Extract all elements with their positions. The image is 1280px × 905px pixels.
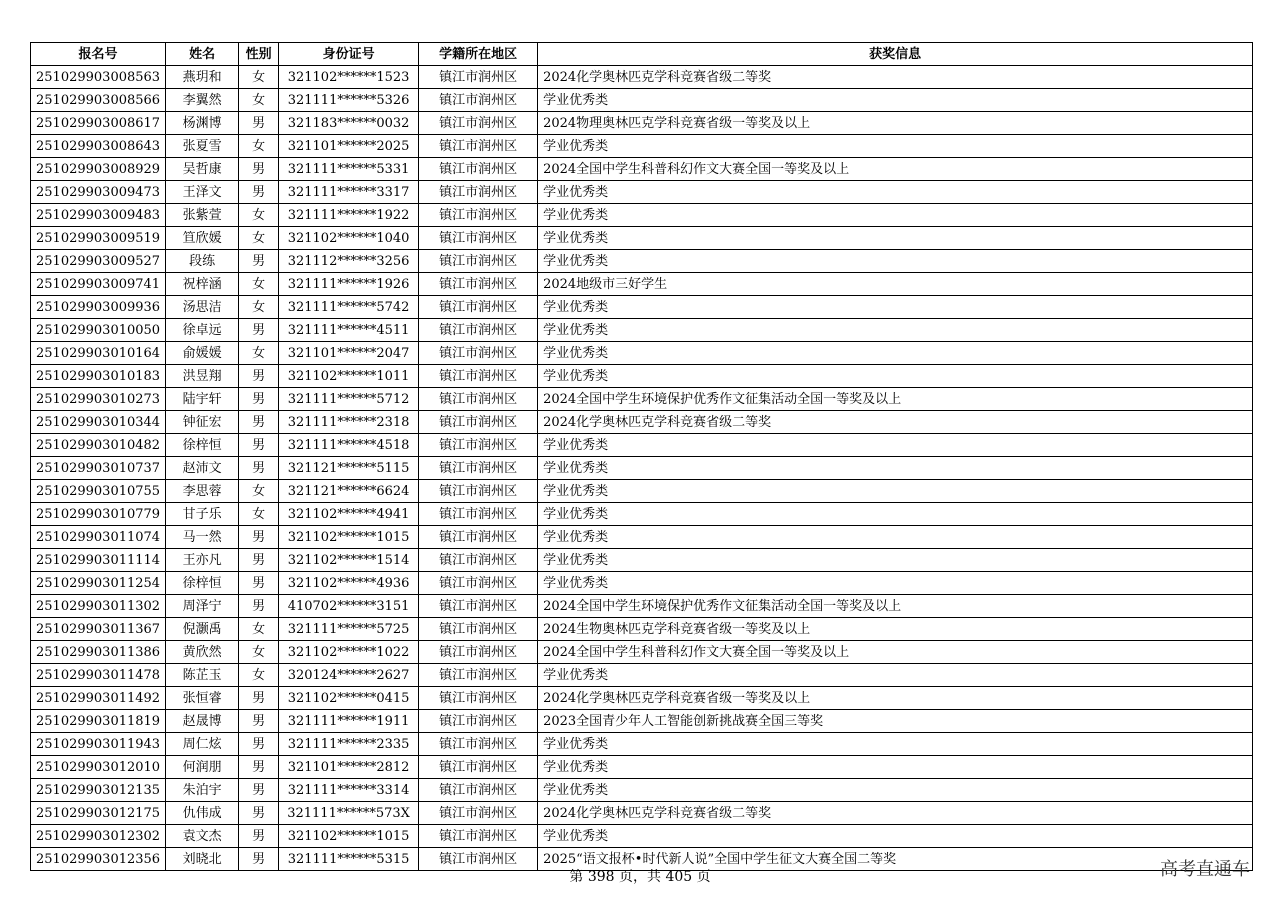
id-card-cell: 321121******6624 <box>279 480 419 503</box>
name-cell: 汤思洁 <box>166 296 239 319</box>
id-card-cell: 321111******5326 <box>279 89 419 112</box>
award-info-cell: 学业优秀类 <box>538 434 1253 457</box>
registration-number-cell: 251029903011492 <box>31 687 166 710</box>
registration-number-cell: 251029903011386 <box>31 641 166 664</box>
region-cell: 镇江市润州区 <box>419 112 538 135</box>
table-row <box>31 66 1253 89</box>
award-info-cell: 学业优秀类 <box>538 779 1253 802</box>
name-cell: 刘晓北 <box>166 848 239 871</box>
name-cell: 杨渊博 <box>166 112 239 135</box>
award-info-cell: 2024化学奥林匹克学科竞赛省级一等奖及以上 <box>538 687 1253 710</box>
name-cell: 甘子乐 <box>166 503 239 526</box>
name-cell: 笪欣媛 <box>166 227 239 250</box>
name-cell: 俞媛媛 <box>166 342 239 365</box>
name-cell: 张恒睿 <box>166 687 239 710</box>
name-cell: 周仁炫 <box>166 733 239 756</box>
registration-number-cell: 251029903008643 <box>31 135 166 158</box>
gender-cell: 女 <box>239 342 279 365</box>
table-row <box>31 434 1253 457</box>
name-cell: 徐梓恒 <box>166 434 239 457</box>
name-cell: 袁文杰 <box>166 825 239 848</box>
gender-cell: 男 <box>239 802 279 825</box>
header-id-card: 身份证号 <box>279 43 419 66</box>
gender-cell: 女 <box>239 503 279 526</box>
gender-cell: 男 <box>239 595 279 618</box>
table-row <box>31 526 1253 549</box>
name-cell: 祝梓涵 <box>166 273 239 296</box>
award-info-cell: 2025“语文报杯•时代新人说”全国中学生征文大赛全国二等奖 <box>538 848 1253 871</box>
table-row <box>31 204 1253 227</box>
region-cell: 镇江市润州区 <box>419 89 538 112</box>
id-card-cell: 321101******2812 <box>279 756 419 779</box>
region-cell: 镇江市润州区 <box>419 457 538 480</box>
id-card-cell: 321102******1514 <box>279 549 419 572</box>
award-info-cell: 学业优秀类 <box>538 549 1253 572</box>
gender-cell: 男 <box>239 388 279 411</box>
gender-cell: 女 <box>239 227 279 250</box>
registration-number-cell: 251029903010164 <box>31 342 166 365</box>
id-card-cell: 320124******2627 <box>279 664 419 687</box>
name-cell: 燕玥和 <box>166 66 239 89</box>
registration-number-cell: 251029903008566 <box>31 89 166 112</box>
gender-cell: 男 <box>239 250 279 273</box>
gender-cell: 男 <box>239 319 279 342</box>
name-cell: 张紫萱 <box>166 204 239 227</box>
award-info-cell: 2024化学奥林匹克学科竞赛省级二等奖 <box>538 66 1253 89</box>
award-info-cell: 学业优秀类 <box>538 365 1253 388</box>
award-list-table <box>30 42 1253 871</box>
gender-cell: 女 <box>239 89 279 112</box>
table-row <box>31 250 1253 273</box>
registration-number-cell: 251029903011302 <box>31 595 166 618</box>
region-cell: 镇江市润州区 <box>419 411 538 434</box>
gender-cell: 男 <box>239 411 279 434</box>
gender-cell: 男 <box>239 848 279 871</box>
region-cell: 镇江市润州区 <box>419 388 538 411</box>
name-cell: 李思蓉 <box>166 480 239 503</box>
award-info-cell: 学业优秀类 <box>538 664 1253 687</box>
name-cell: 吴哲康 <box>166 158 239 181</box>
region-cell: 镇江市润州区 <box>419 342 538 365</box>
gender-cell: 男 <box>239 526 279 549</box>
registration-number-cell: 251029903010779 <box>31 503 166 526</box>
name-cell: 何润朋 <box>166 756 239 779</box>
registration-number-cell: 251029903011478 <box>31 664 166 687</box>
header-name: 姓名 <box>166 43 239 66</box>
id-card-cell: 321101******2047 <box>279 342 419 365</box>
table-row <box>31 756 1253 779</box>
table-row <box>31 319 1253 342</box>
registration-number-cell: 251029903010737 <box>31 457 166 480</box>
table-header-row <box>31 43 1253 66</box>
region-cell: 镇江市润州区 <box>419 480 538 503</box>
region-cell: 镇江市润州区 <box>419 802 538 825</box>
table-row <box>31 365 1253 388</box>
region-cell: 镇江市润州区 <box>419 204 538 227</box>
table-row <box>31 549 1253 572</box>
table-row <box>31 710 1253 733</box>
registration-number-cell: 251029903010273 <box>31 388 166 411</box>
region-cell: 镇江市润州区 <box>419 526 538 549</box>
award-info-cell: 学业优秀类 <box>538 342 1253 365</box>
gender-cell: 男 <box>239 365 279 388</box>
id-card-cell: 321111******2318 <box>279 411 419 434</box>
table-row <box>31 572 1253 595</box>
gender-cell: 男 <box>239 457 279 480</box>
award-info-cell: 2024生物奥林匹克学科竞赛省级一等奖及以上 <box>538 618 1253 641</box>
gender-cell: 男 <box>239 158 279 181</box>
table-row <box>31 89 1253 112</box>
award-info-cell: 2024全国中学生环境保护优秀作文征集活动全国一等奖及以上 <box>538 595 1253 618</box>
header-registration-number: 报名号 <box>31 43 166 66</box>
table-row <box>31 457 1253 480</box>
award-info-cell: 2024化学奥林匹克学科竞赛省级二等奖 <box>538 802 1253 825</box>
name-cell: 徐卓远 <box>166 319 239 342</box>
table-row <box>31 273 1253 296</box>
region-cell: 镇江市润州区 <box>419 779 538 802</box>
id-card-cell: 321102******1011 <box>279 365 419 388</box>
id-card-cell: 321101******2025 <box>279 135 419 158</box>
award-info-cell: 学业优秀类 <box>538 526 1253 549</box>
id-card-cell: 321102******1523 <box>279 66 419 89</box>
region-cell: 镇江市润州区 <box>419 135 538 158</box>
gender-cell: 女 <box>239 135 279 158</box>
award-info-cell: 学业优秀类 <box>538 733 1253 756</box>
name-cell: 徐梓恒 <box>166 572 239 595</box>
region-cell: 镇江市润州区 <box>419 227 538 250</box>
gender-cell: 女 <box>239 273 279 296</box>
gender-cell: 男 <box>239 181 279 204</box>
award-info-cell: 2024全国中学生环境保护优秀作文征集活动全国一等奖及以上 <box>538 388 1253 411</box>
registration-number-cell: 251029903009936 <box>31 296 166 319</box>
page-number: 第 398 页，共 405 页 <box>569 869 711 885</box>
registration-number-cell: 251029903011254 <box>31 572 166 595</box>
region-cell: 镇江市润州区 <box>419 273 538 296</box>
registration-number-cell: 251029903009483 <box>31 204 166 227</box>
table-row <box>31 733 1253 756</box>
gender-cell: 女 <box>239 618 279 641</box>
region-cell: 镇江市润州区 <box>419 825 538 848</box>
name-cell: 陆宇轩 <box>166 388 239 411</box>
id-card-cell: 321102******1015 <box>279 825 419 848</box>
gender-cell: 男 <box>239 710 279 733</box>
name-cell: 张夏雪 <box>166 135 239 158</box>
region-cell: 镇江市润州区 <box>419 250 538 273</box>
registration-number-cell: 251029903008617 <box>31 112 166 135</box>
region-cell: 镇江市润州区 <box>419 687 538 710</box>
region-cell: 镇江市润州区 <box>419 710 538 733</box>
name-cell: 朱泊宇 <box>166 779 239 802</box>
region-cell: 镇江市润州区 <box>419 181 538 204</box>
region-cell: 镇江市润州区 <box>419 158 538 181</box>
region-cell: 镇江市润州区 <box>419 848 538 871</box>
award-info-cell: 学业优秀类 <box>538 572 1253 595</box>
name-cell: 黄欣然 <box>166 641 239 664</box>
id-card-cell: 321102******1015 <box>279 526 419 549</box>
region-cell: 镇江市润州区 <box>419 66 538 89</box>
name-cell: 王泽文 <box>166 181 239 204</box>
id-card-cell: 321102******0415 <box>279 687 419 710</box>
watermark: 高考直通车 <box>1160 859 1250 880</box>
name-cell: 李翼然 <box>166 89 239 112</box>
award-info-cell: 学业优秀类 <box>538 503 1253 526</box>
award-info-cell: 学业优秀类 <box>538 227 1253 250</box>
name-cell: 洪昱翔 <box>166 365 239 388</box>
registration-number-cell: 251029903012010 <box>31 756 166 779</box>
id-card-cell: 321121******5115 <box>279 457 419 480</box>
region-cell: 镇江市润州区 <box>419 595 538 618</box>
id-card-cell: 321111******5742 <box>279 296 419 319</box>
id-card-cell: 321111******3317 <box>279 181 419 204</box>
region-cell: 镇江市润州区 <box>419 503 538 526</box>
id-card-cell: 321111******5331 <box>279 158 419 181</box>
name-cell: 段练 <box>166 250 239 273</box>
region-cell: 镇江市润州区 <box>419 296 538 319</box>
id-card-cell: 321111******5315 <box>279 848 419 871</box>
id-card-cell: 321102******4936 <box>279 572 419 595</box>
region-cell: 镇江市润州区 <box>419 641 538 664</box>
region-cell: 镇江市润州区 <box>419 664 538 687</box>
name-cell: 王亦凡 <box>166 549 239 572</box>
table-row <box>31 227 1253 250</box>
registration-number-cell: 251029903012356 <box>31 848 166 871</box>
table-body <box>31 66 1253 871</box>
id-card-cell: 321102******4941 <box>279 503 419 526</box>
id-card-cell: 321111******573X <box>279 802 419 825</box>
award-info-cell: 学业优秀类 <box>538 204 1253 227</box>
award-info-cell: 学业优秀类 <box>538 457 1253 480</box>
id-card-cell: 321111******4511 <box>279 319 419 342</box>
award-info-cell: 2023全国青少年人工智能创新挑战赛全国三等奖 <box>538 710 1253 733</box>
registration-number-cell: 251029903008929 <box>31 158 166 181</box>
gender-cell: 男 <box>239 434 279 457</box>
award-info-cell: 学业优秀类 <box>538 181 1253 204</box>
registration-number-cell: 251029903009473 <box>31 181 166 204</box>
region-cell: 镇江市润州区 <box>419 572 538 595</box>
table-row <box>31 135 1253 158</box>
gender-cell: 女 <box>239 204 279 227</box>
name-cell: 仇伟成 <box>166 802 239 825</box>
table-row <box>31 342 1253 365</box>
gender-cell: 女 <box>239 664 279 687</box>
gender-cell: 男 <box>239 779 279 802</box>
award-info-cell: 学业优秀类 <box>538 825 1253 848</box>
id-card-cell: 321111******1922 <box>279 204 419 227</box>
award-info-cell: 2024物理奥林匹克学科竞赛省级一等奖及以上 <box>538 112 1253 135</box>
name-cell: 周泽宁 <box>166 595 239 618</box>
award-info-cell: 学业优秀类 <box>538 250 1253 273</box>
gender-cell: 男 <box>239 687 279 710</box>
id-card-cell: 321111******1926 <box>279 273 419 296</box>
name-cell: 马一然 <box>166 526 239 549</box>
award-info-cell: 学业优秀类 <box>538 480 1253 503</box>
region-cell: 镇江市润州区 <box>419 733 538 756</box>
id-card-cell: 321102******1040 <box>279 227 419 250</box>
table-row <box>31 503 1253 526</box>
table-row <box>31 595 1253 618</box>
id-card-cell: 410702******3151 <box>279 595 419 618</box>
gender-cell: 男 <box>239 112 279 135</box>
award-info-cell: 学业优秀类 <box>538 89 1253 112</box>
table-row <box>31 388 1253 411</box>
table-row <box>31 664 1253 687</box>
table-row <box>31 779 1253 802</box>
name-cell: 赵晟博 <box>166 710 239 733</box>
gender-cell: 男 <box>239 572 279 595</box>
award-info-cell: 学业优秀类 <box>538 319 1253 342</box>
registration-number-cell: 251029903011074 <box>31 526 166 549</box>
header-award-info: 获奖信息 <box>538 43 1253 66</box>
table-row <box>31 480 1253 503</box>
name-cell: 钟征宏 <box>166 411 239 434</box>
region-cell: 镇江市润州区 <box>419 319 538 342</box>
id-card-cell: 321111******5712 <box>279 388 419 411</box>
id-card-cell: 321112******3256 <box>279 250 419 273</box>
table-row <box>31 618 1253 641</box>
registration-number-cell: 251029903012135 <box>31 779 166 802</box>
registration-number-cell: 251029903008563 <box>31 66 166 89</box>
award-info-cell: 2024化学奥林匹克学科竞赛省级二等奖 <box>538 411 1253 434</box>
award-info-cell: 2024地级市三好学生 <box>538 273 1253 296</box>
region-cell: 镇江市润州区 <box>419 756 538 779</box>
award-info-cell: 学业优秀类 <box>538 135 1253 158</box>
name-cell: 陈芷玉 <box>166 664 239 687</box>
region-cell: 镇江市润州区 <box>419 365 538 388</box>
registration-number-cell: 251029903011819 <box>31 710 166 733</box>
registration-number-cell: 251029903010755 <box>31 480 166 503</box>
registration-number-cell: 251029903009519 <box>31 227 166 250</box>
registration-number-cell: 251029903009741 <box>31 273 166 296</box>
id-card-cell: 321111******5725 <box>279 618 419 641</box>
registration-number-cell: 251029903012302 <box>31 825 166 848</box>
id-card-cell: 321111******1911 <box>279 710 419 733</box>
registration-number-cell: 251029903009527 <box>31 250 166 273</box>
registration-number-cell: 251029903011367 <box>31 618 166 641</box>
header-region: 学籍所在地区 <box>419 43 538 66</box>
table-row <box>31 802 1253 825</box>
gender-cell: 男 <box>239 549 279 572</box>
gender-cell: 女 <box>239 480 279 503</box>
gender-cell: 女 <box>239 66 279 89</box>
table-row <box>31 411 1253 434</box>
registration-number-cell: 251029903010050 <box>31 319 166 342</box>
id-card-cell: 321111******3314 <box>279 779 419 802</box>
gender-cell: 女 <box>239 296 279 319</box>
id-card-cell: 321102******1022 <box>279 641 419 664</box>
region-cell: 镇江市润州区 <box>419 434 538 457</box>
registration-number-cell: 251029903011114 <box>31 549 166 572</box>
region-cell: 镇江市润州区 <box>419 549 538 572</box>
id-card-cell: 321183******0032 <box>279 112 419 135</box>
award-info-cell: 2024全国中学生科普科幻作文大赛全国一等奖及以上 <box>538 158 1253 181</box>
table-row <box>31 158 1253 181</box>
id-card-cell: 321111******4518 <box>279 434 419 457</box>
award-info-cell: 2024全国中学生科普科幻作文大赛全国一等奖及以上 <box>538 641 1253 664</box>
table-row <box>31 296 1253 319</box>
gender-cell: 男 <box>239 756 279 779</box>
gender-cell: 男 <box>239 825 279 848</box>
id-card-cell: 321111******2335 <box>279 733 419 756</box>
gender-cell: 女 <box>239 641 279 664</box>
region-cell: 镇江市润州区 <box>419 618 538 641</box>
table-row <box>31 641 1253 664</box>
table-row <box>31 687 1253 710</box>
registration-number-cell: 251029903010344 <box>31 411 166 434</box>
award-list-table-container <box>30 42 1253 871</box>
header-gender: 性别 <box>239 43 279 66</box>
table-row <box>31 181 1253 204</box>
registration-number-cell: 251029903010183 <box>31 365 166 388</box>
table-row <box>31 825 1253 848</box>
gender-cell: 男 <box>239 733 279 756</box>
award-info-cell: 学业优秀类 <box>538 756 1253 779</box>
registration-number-cell: 251029903010482 <box>31 434 166 457</box>
name-cell: 倪灏禹 <box>166 618 239 641</box>
table-row <box>31 112 1253 135</box>
award-info-cell: 学业优秀类 <box>538 296 1253 319</box>
registration-number-cell: 251029903011943 <box>31 733 166 756</box>
registration-number-cell: 251029903012175 <box>31 802 166 825</box>
name-cell: 赵沛文 <box>166 457 239 480</box>
